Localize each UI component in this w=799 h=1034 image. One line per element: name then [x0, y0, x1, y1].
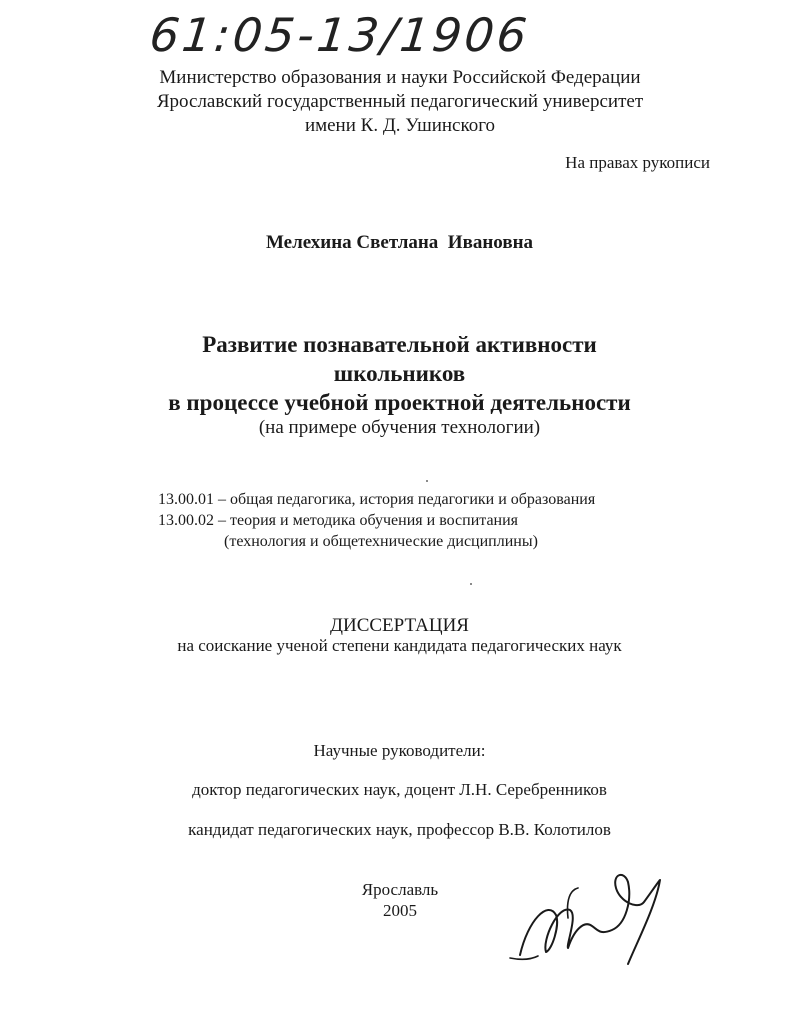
dissertation-title [0, 330, 799, 417]
specialty-line: (технология и общетехнические дисциплины) [224, 533, 538, 550]
university-name-line: имени К. Д. Ушинского [304, 115, 496, 136]
title-line: Развитие познавательной активности [202, 332, 597, 357]
ministry-line: Министерство образования и науки Российской Федерации [159, 67, 641, 88]
author-name: Мелехина Светлана Ивановна [265, 232, 534, 253]
archive-code-handwritten: 61:05-13/1906 [147, 8, 533, 62]
scan-speck [426, 480, 428, 482]
degree-statement: на соискание ученой степени кандидата педагогических наук [177, 636, 622, 655]
specialty-codes [158, 489, 595, 552]
supervisors-label: Научные руководители: [313, 741, 486, 760]
supervisor-first: доктор педагогических наук, доцент Л.Н. Серебренников [192, 780, 607, 799]
dissertation-label: ДИССЕРТАЦИЯ [330, 615, 469, 636]
specialty-line: 13.00.01 – общая педагогика, история педагогики и образования [158, 491, 596, 508]
manuscript-rights-note: На правах рукописи [565, 153, 710, 172]
ministry-header [140, 66, 660, 138]
scan-speck [470, 583, 472, 585]
specialty-line: 13.00.02 – теория и методика обучения и воспитания [158, 512, 519, 529]
university-line: Ярославский государственный педагогический университет [156, 91, 644, 112]
city: Ярославль [361, 880, 439, 899]
year: 2005 [383, 901, 417, 920]
title-line: школьников [333, 361, 466, 386]
handwritten-signature [508, 860, 708, 970]
city-year-block [330, 879, 470, 921]
title-line: в процессе учебной проектной деятельности [168, 390, 631, 415]
dissertation-subtitle: (на примере обучения технологии) [258, 417, 541, 438]
supervisor-second: кандидат педагогических наук, профессор В.В. Колотилов [188, 820, 611, 839]
